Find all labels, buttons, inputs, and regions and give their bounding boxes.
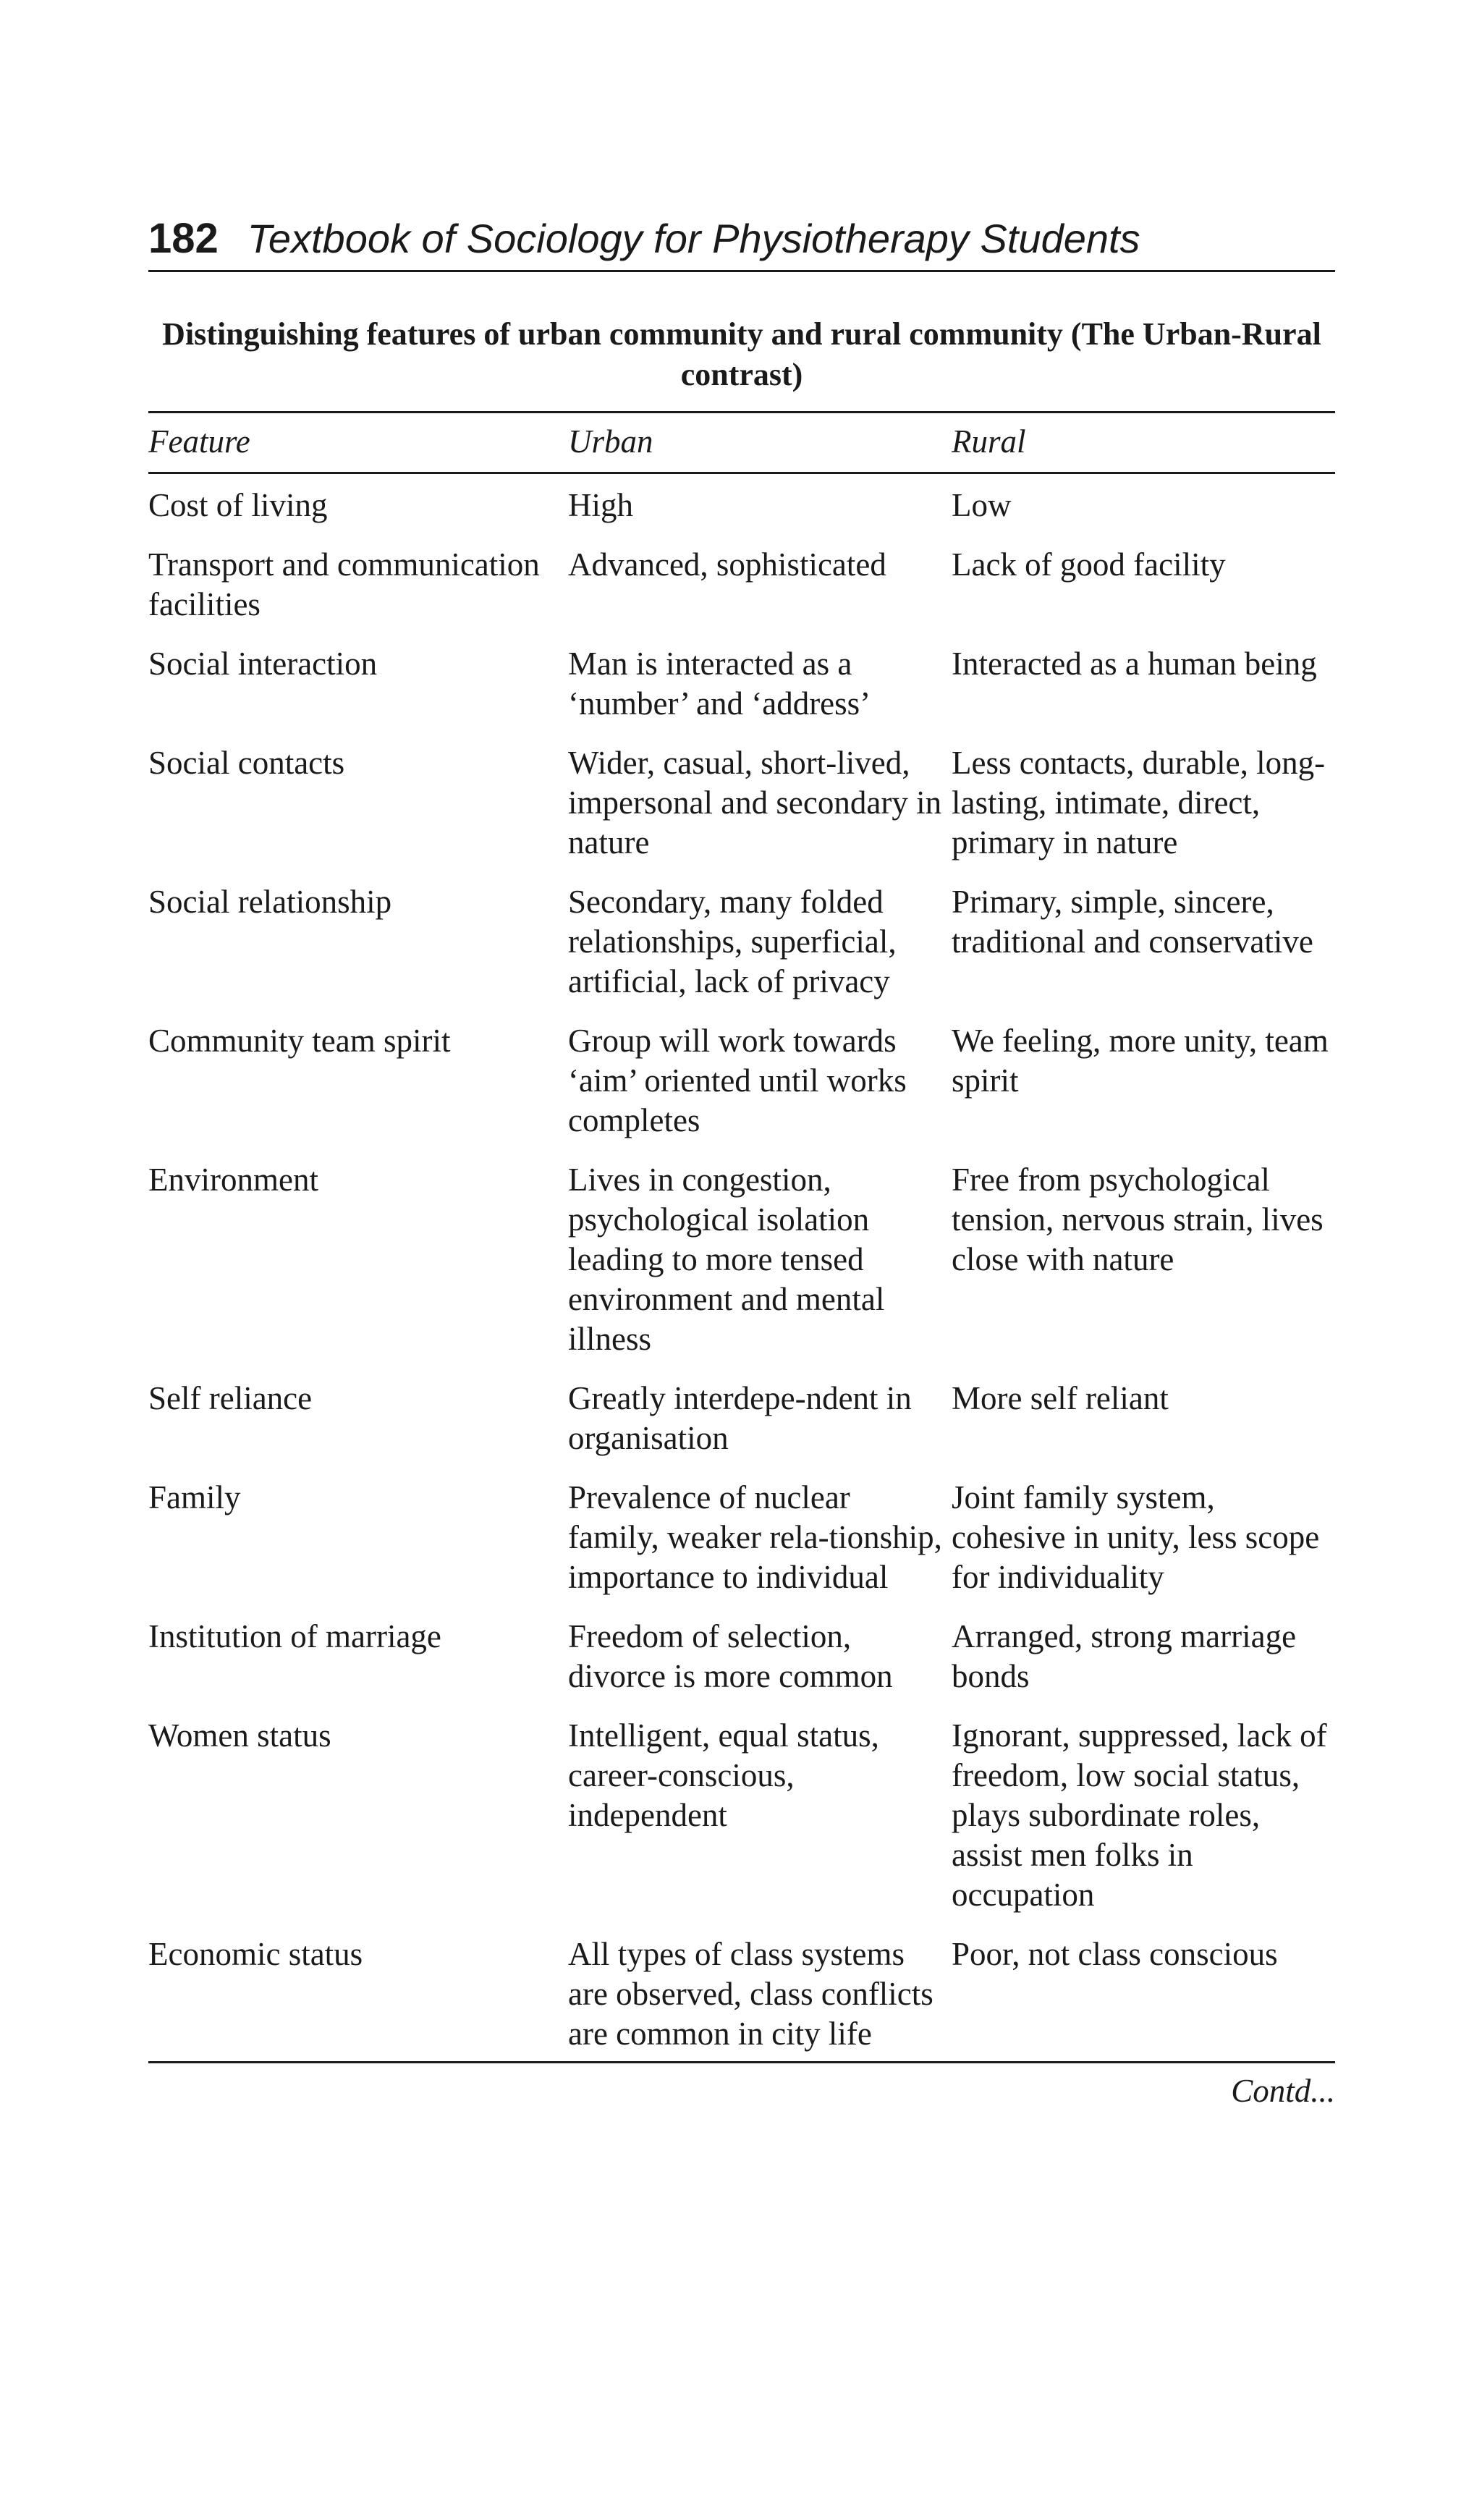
- table-row: [148, 545, 1335, 644]
- urban-cell: All types of class systems are observed, class conflicts are common in city life: [568, 1935, 952, 2063]
- column-header-feature: Feature: [148, 413, 568, 473]
- feature-cell: Self reliance: [148, 1380, 313, 1416]
- feature-cell: Environment: [148, 1162, 318, 1198]
- feature-cell: Transport and communication facilities: [148, 546, 540, 622]
- column-header-urban: Urban: [568, 413, 952, 473]
- urban-cell: High: [568, 487, 633, 523]
- continued-note: Contd...: [1231, 2073, 1335, 2109]
- urban-cell: Lives in congestion, psychological isolation leading to more tensed environment and mental illness: [568, 1162, 885, 1357]
- feature-cell: Community team spirit: [148, 1023, 451, 1059]
- urban-cell: Advanced, sophisticated: [568, 546, 886, 583]
- table-row: [148, 1478, 1335, 1617]
- urban-rural-table: [148, 411, 1335, 2063]
- rural-cell: Lack of good facility: [952, 546, 1226, 583]
- rural-cell: More self reliant: [952, 1380, 1169, 1416]
- urban-cell: Greatly interdepe-ndent in organisation: [568, 1380, 912, 1456]
- rural-cell: Less contacts, durable, long-lasting, intimate, direct, primary in nature: [952, 745, 1326, 861]
- urban-cell: Freedom of selection, divorce is more common: [568, 1618, 893, 1694]
- table-row: [148, 1021, 1335, 1160]
- table-row: [148, 882, 1335, 1021]
- page-number: 182: [148, 215, 219, 262]
- urban-cell: Prevalence of nuclear family, weaker rela-tionship, importance to individual: [568, 1479, 942, 1595]
- table-row: [148, 1617, 1335, 1716]
- urban-cell: Intelligent, equal status, career-conscious, independent: [568, 1717, 879, 1833]
- rural-cell: Arranged, strong marriage bonds: [952, 1618, 1297, 1694]
- urban-cell: Wider, casual, short-lived, impersonal and secondary in nature: [568, 745, 942, 861]
- feature-cell: Cost of living: [148, 487, 328, 523]
- urban-cell: Secondary, many folded relationships, superficial, artificial, lack of privacy: [568, 884, 897, 999]
- feature-cell: Social relationship: [148, 884, 392, 920]
- feature-cell: Family: [148, 1479, 241, 1515]
- book-page: [148, 214, 1335, 2110]
- table-row: [148, 1160, 1335, 1379]
- feature-cell: Economic status: [148, 1935, 568, 2063]
- urban-cell: Group will work towards ‘aim’ oriented until works completes: [568, 1023, 907, 1138]
- table-row: [148, 644, 1335, 743]
- feature-cell: Women status: [148, 1717, 331, 1754]
- rural-cell: We feeling, more unity, team spirit: [952, 1023, 1329, 1099]
- table-body: [148, 473, 1335, 2063]
- table-row: [148, 743, 1335, 882]
- table-row: [148, 1379, 1335, 1478]
- book-title: Textbook of Sociology for Physiotherapy Students: [247, 216, 1140, 261]
- feature-cell: Institution of marriage: [148, 1618, 441, 1654]
- table-row: [148, 473, 1335, 546]
- rural-cell: Poor, not class conscious: [952, 1935, 1335, 2063]
- rural-cell: Low: [952, 487, 1012, 523]
- rural-cell: Free from psychological tension, nervous strain, lives close with nature: [952, 1162, 1324, 1277]
- feature-cell: Social interaction: [148, 646, 378, 682]
- running-head: [148, 214, 1335, 272]
- rural-cell: Ignorant, suppressed, lack of freedom, low social status, plays subordinate roles, assist men folks in occupation: [952, 1717, 1327, 1913]
- rural-cell: Primary, simple, sincere, traditional and conservative: [952, 884, 1313, 960]
- feature-cell: Social contacts: [148, 745, 345, 781]
- rural-cell: Interacted as a human being: [952, 646, 1317, 682]
- table-row: [148, 1716, 1335, 1935]
- table-caption: Distinguishing features of urban community and rural community (The Urban-Rural contrast): [162, 316, 1321, 392]
- column-header-rural: Rural: [952, 413, 1335, 473]
- table-row: [148, 1935, 1335, 2063]
- rural-cell: Joint family system, cohesive in unity, less scope for individuality: [952, 1479, 1320, 1595]
- urban-cell: Man is interacted as a ‘number’ and ‘address’: [568, 646, 871, 722]
- table-header-row: [148, 413, 1335, 473]
